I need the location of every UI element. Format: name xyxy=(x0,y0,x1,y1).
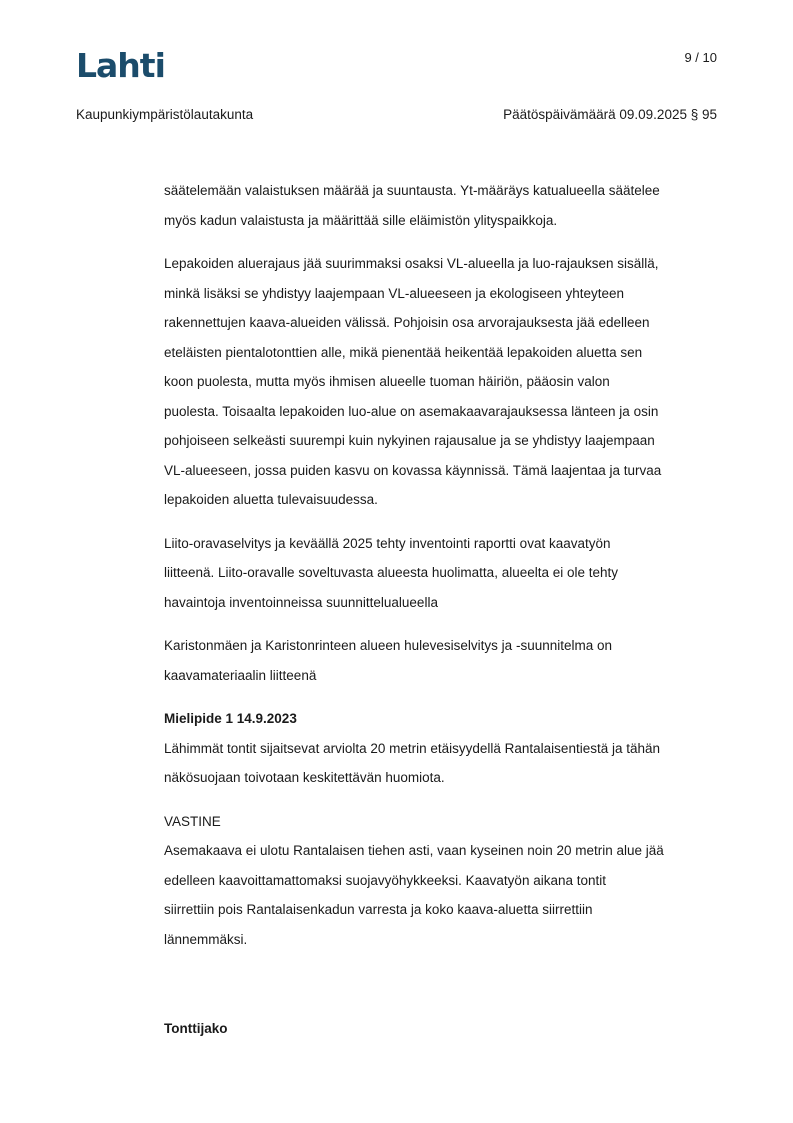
text-line: puolesta. Toisaalta lepakoiden luo-alue on asemakaavarajauksessa länteen ja osin xyxy=(164,403,659,419)
text-line: pohjoiseen selkeästi suurempi kuin nykyinen rajausalue ja se yhdistyy laajempaan xyxy=(164,433,655,448)
lahti-logo xyxy=(76,46,168,82)
text-line: säätelemään valaistuksen määrää ja suuntausta. Yt-määräys katualueella säätelee xyxy=(164,183,660,198)
text-line: lännemmäksi. xyxy=(164,931,248,947)
text-line: liitteenä. Liito-oravalle soveltuvasta alueesta huolimatta, alueelta ei ole tehty xyxy=(164,565,619,580)
decision-date: Päätöspäivämäärä 09.09.2025 § 95 xyxy=(503,107,717,122)
opinion-heading: Mielipide 1 14.9.2023 xyxy=(164,711,297,726)
paragraph-lighting xyxy=(164,176,724,235)
svg-text:Lahti: Lahti xyxy=(76,46,165,82)
text-line: näkösuojaan toivotaan keskitettävän huomiota. xyxy=(164,770,445,785)
response-section xyxy=(164,807,724,955)
text-line: myös kadun valaistusta ja määrittää sille eläimistön ylityspaikkoja. xyxy=(164,212,558,228)
organization-name: Kaupunkiympäristölautakunta xyxy=(76,107,254,122)
text-line: havaintoja inventoinneissa suunnittelualueella xyxy=(164,594,438,610)
text-line: VL-alueeseen, jossa puiden kasvu on kovassa käynnissä. Tämä laajentaa ja turvaa xyxy=(164,462,662,478)
document-body xyxy=(164,176,724,1044)
page-number: 9 / 10 xyxy=(684,50,717,65)
text-line: edelleen kaavoittamattomaksi suojavyöhykkeeksi. Kaavatyön aikana tontit xyxy=(164,872,606,888)
paragraph-flying-squirrel xyxy=(164,529,724,618)
text-line: Karistonmäen ja Karistonrinteen alueen hulevesiselvitys ja -suunnitelma on xyxy=(164,638,612,653)
text-line: siirrettiin pois Rantalaisenkadun varresta ja koko kaava-aluetta siirrettiin xyxy=(164,902,593,917)
paragraph-stormwater xyxy=(164,631,724,690)
text-line: rakennettujen kaava-alueiden välissä. Pohjoisin osa arvorajauksesta jää edelleen xyxy=(164,315,650,330)
section-heading-plot-division: Tonttijako xyxy=(164,1021,228,1036)
opinion-section xyxy=(164,704,724,793)
response-heading: VASTINE xyxy=(164,813,221,829)
text-line: Liito-oravaselvitys ja keväällä 2025 tehty inventointi raportti ovat kaavatyön xyxy=(164,535,611,551)
text-line: kaavamateriaalin liitteenä xyxy=(164,667,317,683)
text-line: Asemakaava ei ulotu Rantalaisen tiehen asti, vaan kyseinen noin 20 metrin alue jää xyxy=(164,843,664,858)
text-line: koon puolesta, mutta myös ihmisen alueelle tuoman häiriön, pääosin valon xyxy=(164,374,610,389)
text-line: eteläisten pientalotonttien alle, mikä pienentää heikentää lepakoiden aluetta sen xyxy=(164,344,643,360)
text-line: lepakoiden aluetta tulevaisuudessa. xyxy=(164,492,378,507)
spacer xyxy=(164,968,724,1014)
text-line: minkä lisäksi se yhdistyy laajempaan VL-alueeseen ja ekologiseen yhteyteen xyxy=(164,285,625,301)
text-line: Lepakoiden aluerajaus jää suurimmaksi osaksi VL-alueella ja luo-rajauksen sisällä, xyxy=(164,256,659,271)
text-line: Lähimmät tontit sijaitsevat arviolta 20 metrin etäisyydellä Rantalaisentiestä ja tähän xyxy=(164,740,661,756)
paragraph-bats xyxy=(164,249,724,515)
